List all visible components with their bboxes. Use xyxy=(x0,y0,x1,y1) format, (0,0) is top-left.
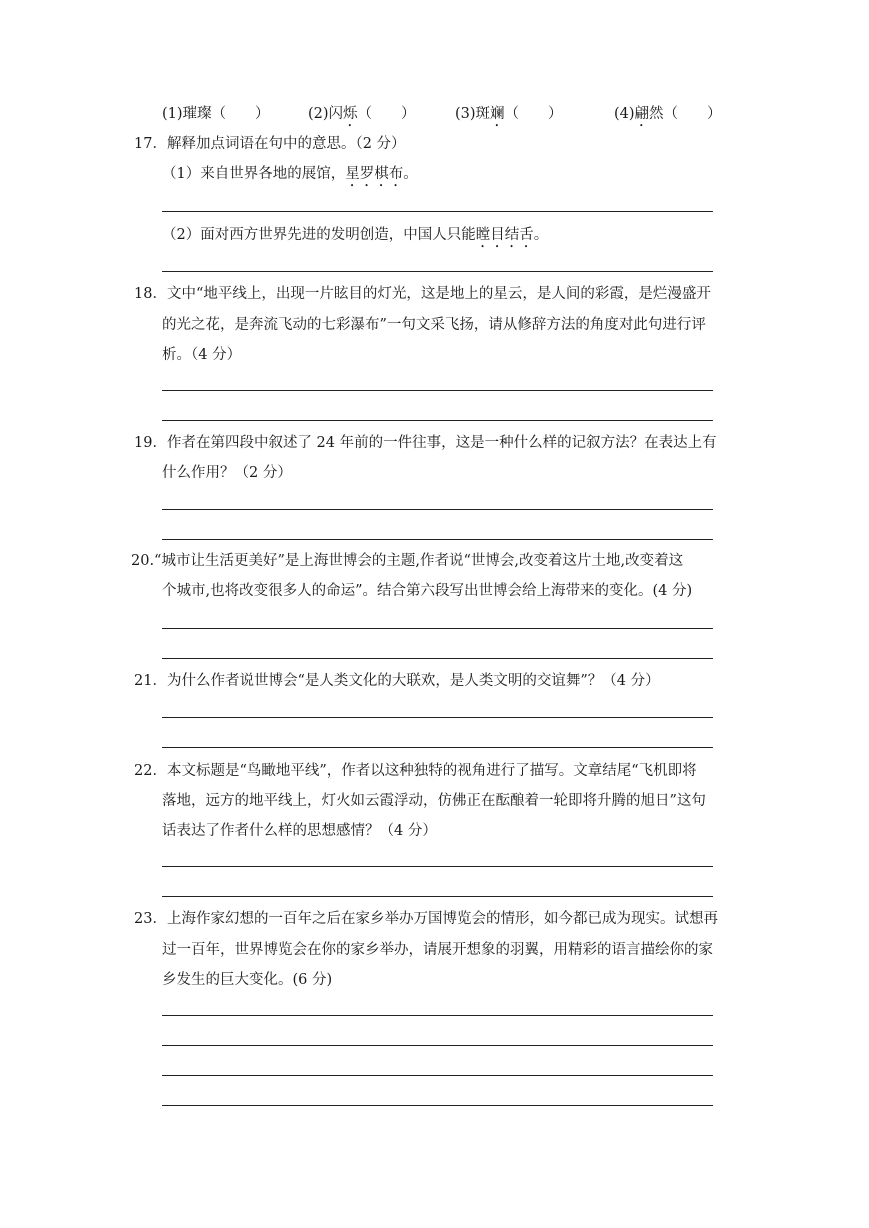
q17-s2-dotted: 瞠目结舌 xyxy=(475,227,534,243)
q20-answer-line-1[interactable] xyxy=(162,628,713,629)
q22-answer-line-2[interactable] xyxy=(162,896,713,897)
q16-item-3-word-dotted: 斓 xyxy=(490,106,505,122)
q16-item-1-blank[interactable]: （ ） xyxy=(211,106,270,122)
q22-line-3: 话表达了作者什么样的思想感情？（4 分） xyxy=(162,823,437,839)
q16-item-1-num: (1) xyxy=(162,106,183,122)
q16-item-3-blank[interactable]: （ ） xyxy=(504,106,563,122)
q22-line-2: 落地，远方的地平线上，灯火如云霞浮动，仿佛正在酝酿着一轮即将升腾的旭日”这句 xyxy=(162,793,706,809)
q16-item-4-word-post: 然 xyxy=(649,106,664,122)
q23-answer-line-1[interactable] xyxy=(162,1015,713,1016)
q21-answer-line-2[interactable] xyxy=(162,747,713,748)
q23-answer-line-4[interactable] xyxy=(162,1105,713,1106)
q23-line-3: 乡发生的巨大变化。(6 分) xyxy=(162,972,333,988)
q17-s1-post: 。 xyxy=(403,166,418,182)
q16-item-2-word-pre: 闪 xyxy=(328,106,344,122)
q16-item-4-word-dotted: 翩 xyxy=(634,106,650,122)
q16-item-2 xyxy=(308,105,416,130)
q18-answer-line-1[interactable] xyxy=(162,390,713,391)
q17-s2-pre: （2）面对西方世界先进的发明创造，中国人只能 xyxy=(162,227,476,243)
q18-line-1: 18．文中“地平线上，出现一片眩目的灯光，这是地上的星云，是人间的彩霞，是烂漫盛开 xyxy=(134,286,711,302)
q18-answer-line-2[interactable] xyxy=(162,420,713,421)
q20-line-1: 20.“城市让生活更美好”是上海世博会的主题,作者说“世博会,改变着这片土地,改变着这 xyxy=(131,553,684,569)
q17-answer-line-2[interactable] xyxy=(162,271,713,272)
q17-answer-line-1[interactable] xyxy=(162,211,713,212)
q17-header: 17．解释加点词语在句中的意思。（2 分） xyxy=(134,136,406,152)
q16-item-4 xyxy=(614,105,722,130)
q17-sentence-1 xyxy=(162,165,418,190)
q20-answer-line-2[interactable] xyxy=(162,658,713,659)
q19-answer-line-1[interactable] xyxy=(162,509,713,510)
q23-line-1: 23．上海作家幻想的一百年之后在家乡举办万国博览会的情形，如今都已成为现实。试想再 xyxy=(134,911,718,927)
q19-answer-line-2[interactable] xyxy=(162,539,713,540)
q16-item-2-num: (2) xyxy=(308,106,329,122)
q19-line-1: 19．作者在第四段中叙述了 24 年前的一件往事，这是一种什么样的记叙方法？在表达上有 xyxy=(134,435,717,451)
q17-s2-post: 。 xyxy=(533,227,549,243)
q22-line-1: 22．本文标题是“鸟瞰地平线”，作者以这种独特的视角进行了描写。文章结尾“飞机即将 xyxy=(134,763,697,779)
q21-answer-line-1[interactable] xyxy=(162,717,713,718)
q16-item-2-blank[interactable]: （ ） xyxy=(357,106,416,122)
q16-item-1-word: 璀璨 xyxy=(182,106,212,122)
q18-line-2: 的光之花，是奔流飞动的七彩瀑布”一句文采飞扬，请从修辞方法的角度对此句进行评 xyxy=(162,317,706,333)
q17-s1-dotted: 星罗棋布 xyxy=(345,166,404,182)
q17-s1-pre: （1）来自世界各地的展馆， xyxy=(162,166,346,182)
q23-answer-line-2[interactable] xyxy=(162,1045,713,1046)
q23-line-2: 过一百年，世界博览会在你的家乡举办，请展开想象的羽翼，用精彩的语言描绘你的家 xyxy=(162,942,713,958)
q19-line-2: 什么作用？（2 分） xyxy=(162,465,292,481)
q20-line-2: 个城市,也将改变很多人的命运”。结合第六段写出世博会给上海带来的变化。(4 分) xyxy=(162,583,693,599)
q18-line-3: 析。（4 分） xyxy=(162,347,242,363)
q23-answer-line-3[interactable] xyxy=(162,1075,713,1076)
q21-line-1: 21．为什么作者说世博会“是人类文化的大联欢，是人类文明的交谊舞”？（4 分） xyxy=(134,673,660,689)
q16-item-4-blank[interactable]: （ ） xyxy=(663,106,722,122)
q16-item-1 xyxy=(162,105,270,123)
q22-answer-line-1[interactable] xyxy=(162,866,713,867)
q16-item-3 xyxy=(455,105,563,130)
q16-item-3-word-pre: 斑 xyxy=(475,106,491,122)
q16-item-3-num: (3) xyxy=(455,106,476,122)
q17-sentence-2 xyxy=(162,226,548,251)
q16-item-2-word-dotted: 烁 xyxy=(343,106,358,122)
q16-item-4-num: (4) xyxy=(614,106,635,122)
